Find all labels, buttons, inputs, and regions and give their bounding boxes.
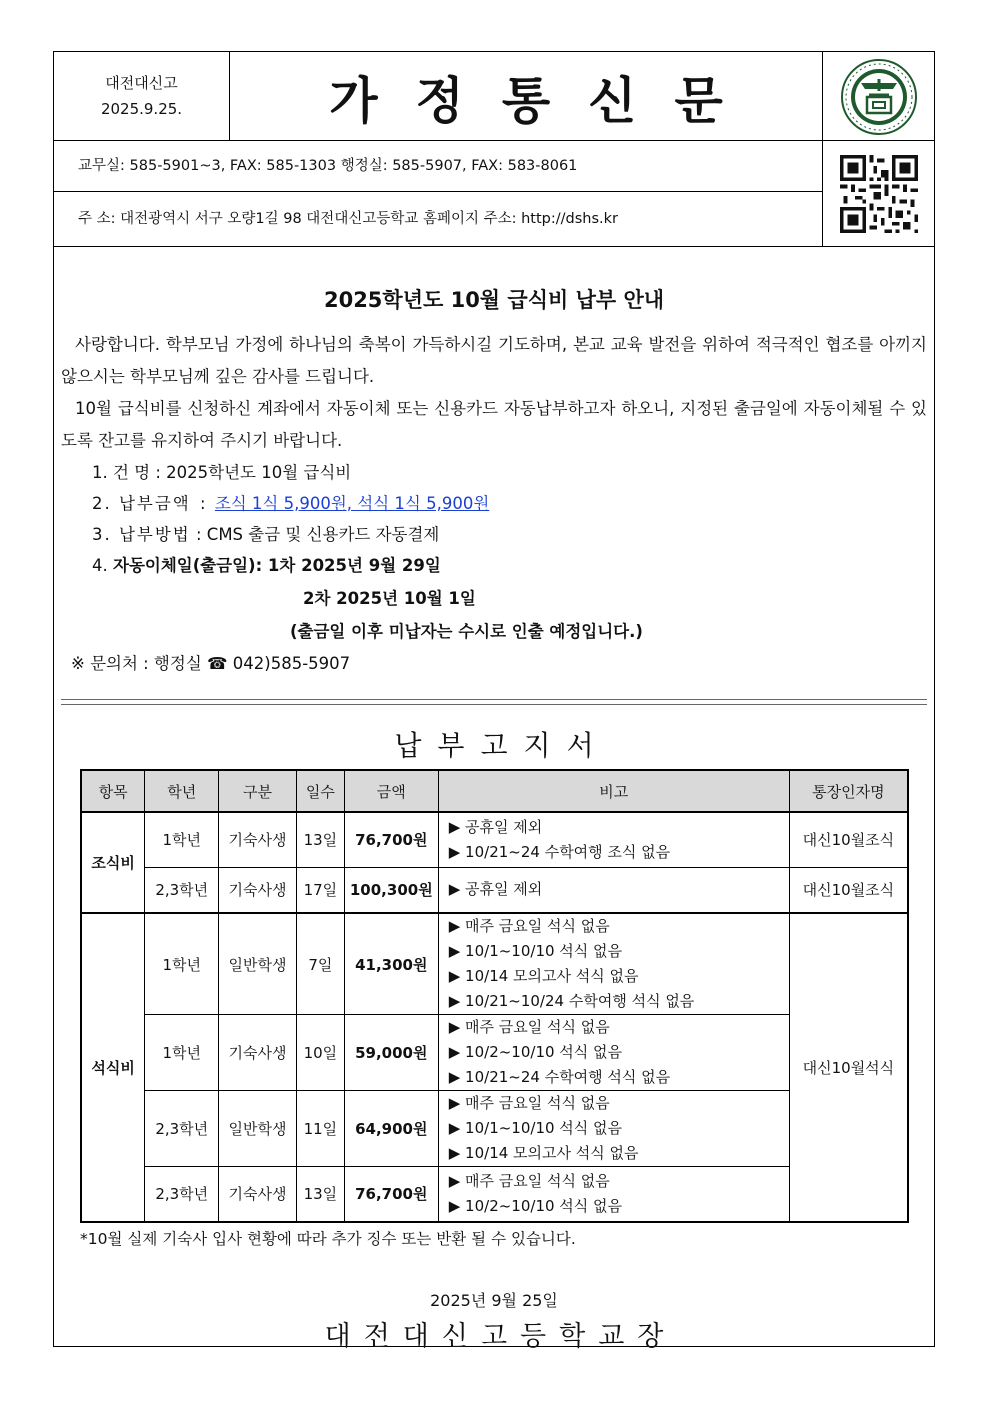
document-title: 가정통신문 [329, 70, 761, 130]
document-frame [53, 51, 935, 1352]
school-info-cell [54, 52, 230, 141]
cell-days: 13일 [296, 1167, 344, 1222]
cell-days: 17일 [296, 867, 344, 913]
note-line: ▶ 공휴일 제외 [448, 817, 543, 836]
dinner-group [81, 913, 908, 1222]
cell-grade: 1학년 [145, 913, 219, 1015]
cell-amount: 41,300원 [344, 913, 438, 1015]
header-notes: 비고 [438, 770, 789, 812]
cell-type: 일반학생 [219, 1091, 297, 1167]
item-4 [92, 551, 441, 581]
item-4-label: 자동이체일(출금일): 1차 2025년 9월 29일 [113, 556, 441, 575]
table-row [81, 812, 908, 867]
school-emblem-icon [839, 57, 919, 137]
note-line: ▶ 매주 금요일 석식 없음 [448, 1094, 610, 1112]
qr-code-icon[interactable] [840, 155, 918, 233]
item-3-label: 3. 납부방법 [92, 525, 191, 544]
item-1 [92, 458, 351, 488]
table-row [81, 1015, 908, 1091]
cell-amount: 76,700원 [344, 812, 438, 867]
item-2-label: 2. 납부금액 [92, 494, 191, 513]
item-4-second-date: 2차 2025년 10월 1일 [303, 589, 476, 608]
breakfast-group [81, 812, 908, 913]
cell-grade: 2,3학년 [145, 867, 219, 913]
issue-date: 2025.9.25. [100, 100, 183, 118]
header-grade: 학년 [145, 770, 219, 812]
note-line: ▶ 10/2~10/10 석식 없음 [448, 1043, 623, 1061]
item-3 [92, 520, 439, 550]
note-line: ▶ 10/2~10/10 석식 없음 [448, 1196, 623, 1215]
cell-notes [438, 1015, 789, 1091]
notice-title: 2025학년도 10월 급식비 납부 안내 [323, 288, 665, 312]
cell-type: 기숙사생 [219, 1167, 297, 1222]
note-line: ▶ 10/1~10/10 석식 없음 [448, 1119, 623, 1137]
cell-days: 10일 [296, 1015, 344, 1091]
footnote: *10월 실제 기숙사 입사 현황에 따라 추가 징수 또는 반환 될 수 있습니다. [80, 1230, 576, 1248]
cell-days: 13일 [296, 812, 344, 867]
note-line: ▶ 10/21~24 수학여행 조식 없음 [448, 842, 671, 861]
cell-account-name: 대신10월조식 [789, 812, 908, 867]
cell-notes [438, 913, 789, 1015]
table-row [81, 1091, 908, 1167]
note-line: ▶ 10/1~10/10 석식 없음 [448, 942, 623, 960]
item-2-colon: : [200, 494, 206, 513]
cell-amount: 76,700원 [344, 1167, 438, 1222]
cell-grade: 1학년 [145, 1015, 219, 1091]
address-row: 주 소: 대전광역시 서구 오량1길 98 대전대신고등학교 홈페이지 주소: http://dshs.kr [78, 211, 618, 227]
item-1-value: : 2025학년도 10월 급식비 [155, 463, 352, 482]
signature-date: 2025년 9월 25일 [430, 1291, 558, 1310]
principal-signature: 대전대신고등학교장 [324, 1321, 677, 1352]
qr-code-cell [822, 141, 934, 246]
item-4-prefix: 4. [92, 556, 108, 575]
cell-account-name: 대신10월조식 [789, 867, 908, 913]
table-header-row [81, 770, 908, 812]
note-line: ▶ 공휴일 제외 [448, 880, 543, 899]
cell-notes [438, 1091, 789, 1167]
cell-grade: 1학년 [145, 812, 219, 867]
cell-grade: 2,3학년 [145, 1167, 219, 1222]
item-2 [92, 489, 489, 519]
cell-type: 기숙사생 [219, 812, 297, 867]
double-divider [61, 699, 927, 705]
category-breakfast: 조식비 [81, 812, 145, 913]
greeting-paragraph: 사랑합니다. 학부모님 가정에 하나님의 축복이 가득하시길 기도하며, 본교 교육 발전을 위하여 적극적인 협조를 아끼지 않으시는 학부모님께 깊은 감사를 드립니다. [61, 335, 927, 386]
cell-grade: 2,3학년 [145, 1091, 219, 1167]
header-account-name: 통장인자명 [789, 770, 908, 812]
note-line: ▶ 매주 금요일 석식 없음 [448, 917, 610, 935]
cell-amount: 64,900원 [344, 1091, 438, 1167]
cell-type: 일반학생 [219, 913, 297, 1015]
inquiry-line: ※ 문의처 : 행정실 ☎ 042)585-5907 [71, 654, 351, 673]
contact-row: 교무실: 585-5901~3, FAX: 585-1303 행정실: 585-5907, FAX: 583-8061 [54, 141, 822, 192]
header-divider [54, 246, 934, 247]
note-line: ▶ 10/14 모의고사 석식 없음 [448, 967, 639, 985]
cell-notes [438, 1167, 789, 1222]
table-row [81, 867, 908, 913]
item-1-label: 1. 건 명 [92, 463, 151, 482]
cell-amount: 59,000원 [344, 1015, 438, 1091]
cell-notes [438, 812, 789, 867]
cell-type: 기숙사생 [219, 1015, 297, 1091]
cell-type: 기숙사생 [219, 867, 297, 913]
cell-days: 11일 [296, 1091, 344, 1167]
cell-amount: 100,300원 [344, 867, 438, 913]
cell-account-name: 대신10월석식 [789, 913, 908, 1222]
header-amount: 금액 [344, 770, 438, 812]
note-line: ▶ 매주 금요일 석식 없음 [448, 1171, 610, 1190]
note-line: ▶ 매주 금요일 석식 없음 [448, 1018, 610, 1036]
header-type: 구분 [219, 770, 297, 812]
billing-table [80, 769, 909, 1223]
item-4-note: (출금일 이후 미납자는 수시로 인출 예정입니다.) [290, 622, 643, 641]
note-line: ▶ 10/14 모의고사 석식 없음 [448, 1144, 639, 1162]
category-dinner: 석식비 [81, 913, 145, 1222]
item-3-value: : CMS 출금 및 신용카드 자동결제 [196, 525, 440, 544]
school-logo-cell [822, 52, 934, 141]
school-name: 대전대신고 [105, 74, 178, 92]
cell-days: 7일 [296, 913, 344, 1015]
note-line: ▶ 10/21~10/24 수학여행 석식 없음 [448, 992, 695, 1010]
table-row [81, 913, 908, 1015]
header-category: 항목 [81, 770, 145, 812]
note-line: ▶ 10/21~24 수학여행 석식 없음 [448, 1068, 671, 1086]
cell-notes [438, 867, 789, 913]
instruction-paragraph: 10월 급식비를 신청하신 계좌에서 자동이체 또는 신용카드 자동납부하고자 하오니, 지정된 출금일에 자동이체될 수 있도록 잔고를 유지하여 주시기 바랍니다. [61, 399, 927, 450]
bill-title: 납부고지서 [394, 729, 610, 762]
table-row [81, 1167, 908, 1222]
item-2-value: 조식 1식 5,900원, 석식 1식 5,900원 [214, 494, 490, 513]
header-top-row [54, 52, 934, 141]
header-days: 일수 [296, 770, 344, 812]
